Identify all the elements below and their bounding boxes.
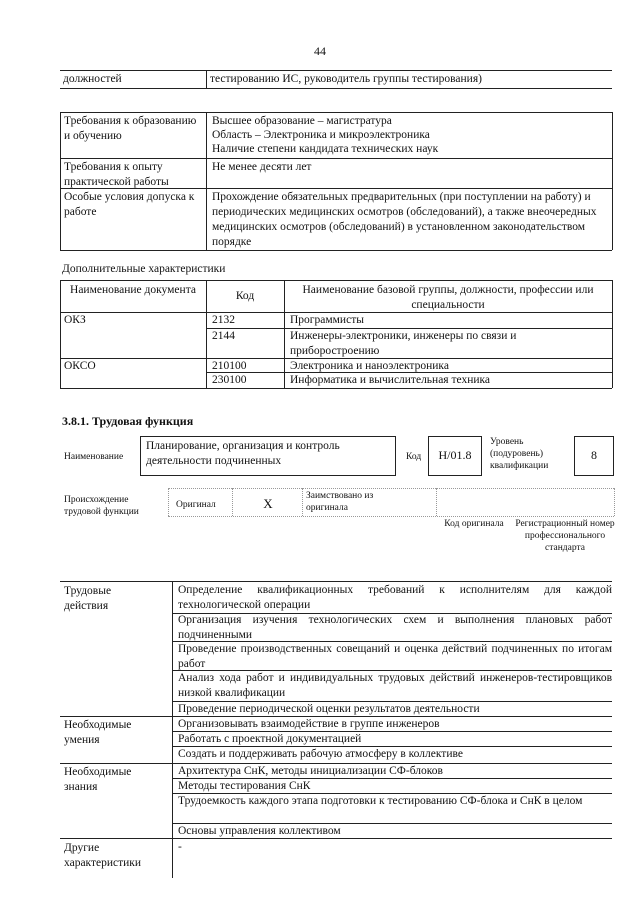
origin-borrowed-label: Заимствовано из оригинала <box>306 491 374 513</box>
row-3-doc: ОКСО <box>64 360 96 372</box>
row-3-code: 210100 <box>212 360 247 372</box>
detail-knowledge-item: Основы управления коллективом <box>178 825 341 837</box>
detail-skill-item: Работать с проектной документацией <box>178 733 362 745</box>
row-4-code: 230100 <box>212 374 247 386</box>
row-2-name: Инженеры-электроники, инженеры по связи и приборостроению <box>290 330 517 357</box>
row-1-doc: ОКЗ <box>64 314 86 326</box>
origin-label: Происхождение трудовой функции <box>64 495 139 517</box>
row-1-code: 2132 <box>212 314 235 326</box>
detail-knowledge-item: Методы тестирования СнК <box>178 780 311 792</box>
origin-code-caption: Код оригинала <box>444 519 504 529</box>
detail-other-label: Другие характеристики <box>64 842 142 869</box>
req-conditions-value: Прохождение обязательных предварительных (при поступлении на работу) и периодических медицинских осмотров (обследований), а также внеочередных медицинских осмотров (обследований) в установленном законодательством порядке <box>212 191 597 248</box>
col-header-name: Наименование базовой группы, должности, профессии или специальности <box>302 284 594 311</box>
top-table-right: тестированию ИС, руководитель группы тестирования) <box>210 73 482 85</box>
req-experience-label: Требования к опыту практической работы <box>64 161 169 188</box>
detail-knowledge-item: Трудоемкость каждого этапа подготовки к тестированию СФ-блока и СнК в целом <box>178 795 583 807</box>
detail-action-item: Организация изучения технологических схем и выполнения плановых работ подчиненными <box>178 614 612 641</box>
origin-original-label: Оригинал <box>176 500 216 510</box>
function-code-value: Н/01.8 <box>438 448 472 462</box>
req-education-line-3: Наличие степени кандидата технических наук <box>212 143 439 155</box>
origin-mark: X <box>263 496 273 511</box>
detail-knowledge-item: Архитектура СнК, методы инициализации СФ-блоков <box>178 765 443 777</box>
req-conditions-label: Особые условия допуска к работе <box>64 191 195 218</box>
detail-action-item: Проведение периодической оценки результатов деятельности <box>178 703 480 715</box>
top-table-left: должностей <box>63 73 122 85</box>
col-header-code: Код <box>235 290 255 302</box>
function-level-value: 8 <box>591 448 597 462</box>
additional-title: Дополнительные характеристики <box>62 263 226 275</box>
row-3-name: Электроника и наноэлектроника <box>290 360 449 372</box>
detail-action-item: Анализ хода работ и индивидуальных трудовых действий инженеров-тестировщиков низкой квалификации <box>178 672 612 699</box>
detail-skill-item: Создать и поддерживать рабочую атмосферу в коллективе <box>178 748 463 760</box>
detail-action-item: Определение квалификационных требований к исполнителям для каждой технологической операции <box>178 584 612 611</box>
detail-skills-label: Необходимые умения <box>64 719 132 746</box>
function-level-label: Уровень (подуровень) квалификации <box>490 437 549 471</box>
page-number: 44 <box>314 44 326 58</box>
row-2-code: 2144 <box>212 330 235 342</box>
function-name-value: Планирование, организация и контроль деятельности подчиненных <box>146 440 340 467</box>
req-education-line-2: Область – Электроника и микроэлектроника <box>212 129 430 141</box>
detail-skill-item: Организовывать взаимодействие в группе инженеров <box>178 718 440 730</box>
req-education-line-1: Высшее образование – магистратура <box>212 115 392 127</box>
section-title: 3.8.1. Трудовая функция <box>62 414 194 428</box>
origin-reg-caption: Регистрационный номер профессионального стандарта <box>515 519 615 553</box>
function-name-label: Наименование <box>64 452 124 462</box>
row-4-name: Информатика и вычислительная техника <box>290 374 491 386</box>
detail-knowledge-label: Необходимые знания <box>64 766 132 793</box>
detail-actions-label: Трудовые действия <box>64 585 112 612</box>
row-1-name: Программисты <box>290 314 364 326</box>
req-experience-value: Не менее десяти лет <box>212 161 312 173</box>
col-header-doc: Наименование документа <box>70 284 196 296</box>
detail-other-item: - <box>178 841 182 853</box>
detail-action-item: Проведение производственных совещаний и оценка действий подчиненных по итогам работ <box>178 643 612 670</box>
function-code-label: Код <box>406 452 422 462</box>
req-education-label: Требования к образованию и обучению <box>64 115 197 142</box>
